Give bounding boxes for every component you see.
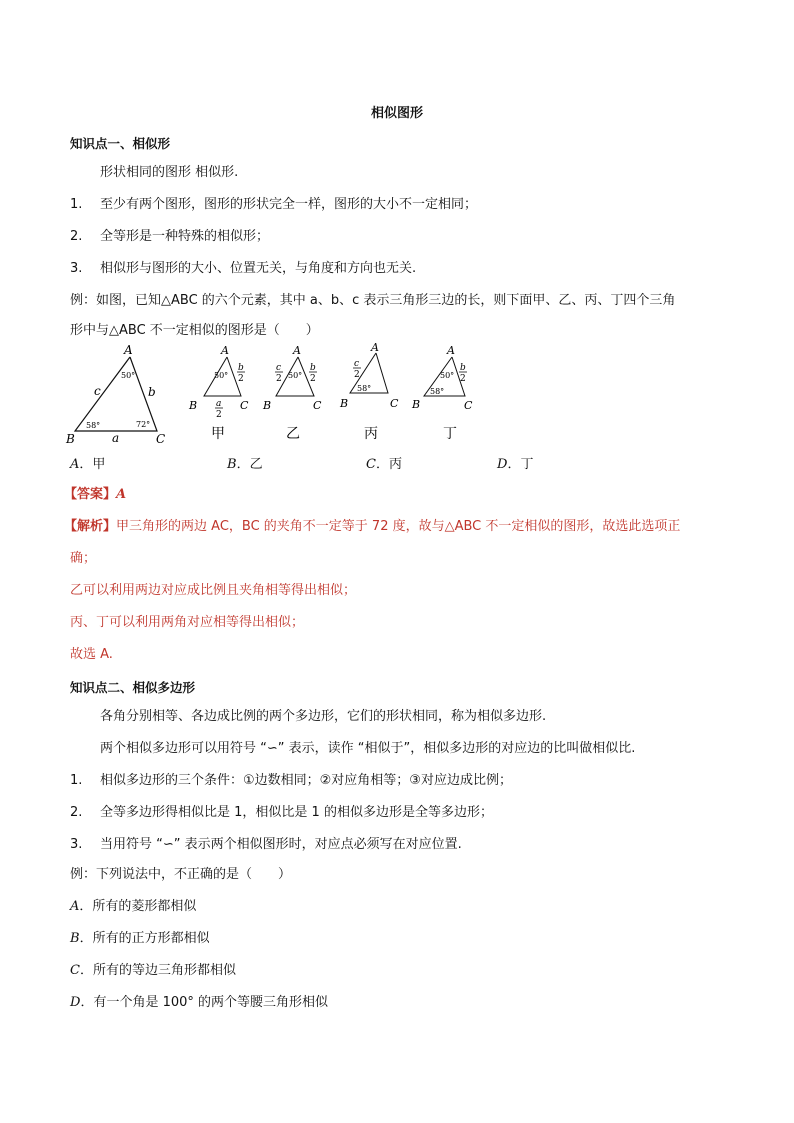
frac-b-num: b — [460, 363, 466, 373]
triangles-figure — [60, 340, 500, 450]
angle-label: 50° — [214, 371, 229, 380]
side-a-label: a — [112, 431, 120, 445]
answer-label: 【答案】 — [64, 487, 117, 502]
frac-b-den: 2 — [460, 374, 466, 384]
item-number: 2. — [70, 229, 83, 244]
item-text: 当用符号 “∽” 表示两个相似图形时，对应点必须写在对应位置. — [100, 837, 462, 852]
vertex-a-label: A — [447, 344, 455, 357]
angle-b-label: 58° — [86, 421, 101, 430]
frac-b-den: 2 — [238, 374, 244, 384]
side-c-label: c — [94, 384, 101, 398]
analysis-text: 甲三角形的两边 AC，BC 的夹角不一定等于 72 度，故与△ABC 不一定相似的图形，故选此选项正 — [116, 519, 681, 534]
item-number: 3. — [70, 261, 83, 276]
analysis-line2: 确； — [70, 551, 97, 566]
analysis-line1 — [64, 518, 680, 536]
example2-text: 例：下列说法中，不正确的是（ ） — [70, 867, 292, 882]
item-text: 全等形是一种特殊的相似形； — [100, 229, 270, 244]
example-text-line1: 例：如图，已知△ABC 的六个元素，其中 a、b、c 表示三角形三边的长，则下面甲、乙、丙、丁四个三角 — [70, 293, 676, 308]
item-number: 1. — [70, 773, 83, 788]
triangle-yi — [262, 344, 322, 442]
frac-b-num: b — [310, 363, 316, 373]
item-text: 相似多边形的三个条件：①边数相同；②对应角相等；③对应边成比例； — [100, 773, 512, 788]
angle-label: 58° — [357, 384, 372, 393]
figure-label-bing: 丙 — [364, 426, 378, 442]
frac-a-den: 2 — [216, 410, 222, 420]
example-text-line2: 形中与△ABC 不一定相似的图形是（ ） — [70, 323, 319, 338]
section1-item-1 — [70, 196, 477, 214]
option-a: A．甲 — [70, 457, 106, 472]
option-c: C．丙 — [366, 457, 402, 472]
analysis-line4: 丙、丁可以利用两角对应相等得出相似； — [70, 615, 305, 630]
frac-c-den: 2 — [354, 370, 360, 380]
frac-b-num: b — [238, 363, 244, 373]
item-text: 全等多边形得相似比是 1，相似比是 1 的相似多边形是全等多边形； — [100, 805, 493, 820]
item-text: 至少有两个图形，图形的形状完全一样，图形的大小不一定相同； — [100, 197, 478, 212]
option-b: B．乙 — [227, 457, 263, 472]
vertex-b-label: B — [340, 397, 349, 410]
page-title: 相似图形 — [370, 106, 423, 121]
triangle-jia — [188, 344, 249, 442]
answer-line — [64, 486, 126, 504]
vertex-a-label: A — [293, 344, 301, 357]
figure-label-jia: 甲 — [211, 426, 225, 442]
frac-b-den: 2 — [310, 374, 316, 384]
frac-a-num: a — [216, 399, 222, 409]
vertex-b-label: B — [66, 432, 75, 446]
figure-label-yi: 乙 — [286, 426, 300, 442]
analysis-label: 【解析】 — [64, 519, 117, 534]
vertex-c-label: C — [313, 399, 322, 412]
angle-c-label: 72° — [136, 420, 151, 429]
section1-intro: 形状相同的图形 相似形. — [100, 165, 239, 180]
example2-option-b: B．所有的正方形都相似 — [70, 931, 210, 946]
vertex-c-label: C — [240, 399, 249, 412]
item-number: 3. — [70, 837, 83, 852]
triangle-ding — [411, 344, 473, 442]
example2-option-c: C．所有的等边三角形都相似 — [70, 963, 236, 978]
vertex-c-label: C — [156, 432, 166, 446]
frac-c-num: c — [354, 359, 360, 369]
item-text: 相似形与图形的大小、位置无关，与角度和方向也无关. — [100, 261, 417, 276]
option-d: D．丁 — [497, 457, 534, 472]
example2-option-a: A．所有的菱形都相似 — [70, 899, 197, 914]
vertex-b-label: B — [412, 398, 421, 411]
vertex-a-label: A — [221, 344, 229, 357]
vertex-b-label: B — [263, 399, 272, 412]
vertex-a-label: A — [371, 341, 379, 354]
angle-a-label: 50° — [121, 371, 136, 380]
section2-item-3 — [70, 836, 462, 854]
triangle-abc — [65, 343, 165, 446]
vertex-c-label: C — [464, 399, 473, 412]
angle-b-label: 58° — [430, 387, 445, 396]
analysis-line5: 故选 A. — [70, 647, 113, 662]
section2-item-2 — [70, 804, 493, 822]
example2-option-d: D．有一个角是 100° 的两个等腰三角形相似 — [70, 995, 329, 1010]
item-number: 1. — [70, 197, 83, 212]
angle-label: 50° — [288, 371, 303, 380]
vertex-a-label: A — [124, 343, 133, 357]
frac-c-den: 2 — [276, 374, 282, 384]
item-number: 2. — [70, 805, 83, 820]
angle-a-label: 50° — [440, 371, 455, 380]
answer-value: A — [116, 487, 127, 502]
section1-item-2 — [70, 228, 269, 246]
analysis-line3: 乙可以利用两边对应成比例且夹角相等得出相似； — [70, 583, 357, 598]
section2-intro1: 各角分别相等、各边成比例的两个多边形，它们的形状相同，称为相似多边形. — [100, 709, 547, 724]
section1-heading: 知识点一、相似形 — [70, 136, 171, 151]
triangle-bing — [339, 341, 399, 442]
section2-intro2: 两个相似多边形可以用符号 “∽” 表示，读作 “相似于”，相似多边形的对应边的比叫做相似比. — [100, 741, 636, 756]
section2-heading: 知识点二、相似多边形 — [70, 680, 196, 695]
side-b-label: b — [148, 385, 156, 399]
vertex-b-label: B — [189, 399, 198, 412]
vertex-c-label: C — [390, 397, 399, 410]
frac-c-num: c — [276, 363, 282, 373]
section1-item-3 — [70, 260, 416, 278]
section2-item-1 — [70, 772, 512, 790]
figure-label-ding: 丁 — [443, 426, 457, 442]
